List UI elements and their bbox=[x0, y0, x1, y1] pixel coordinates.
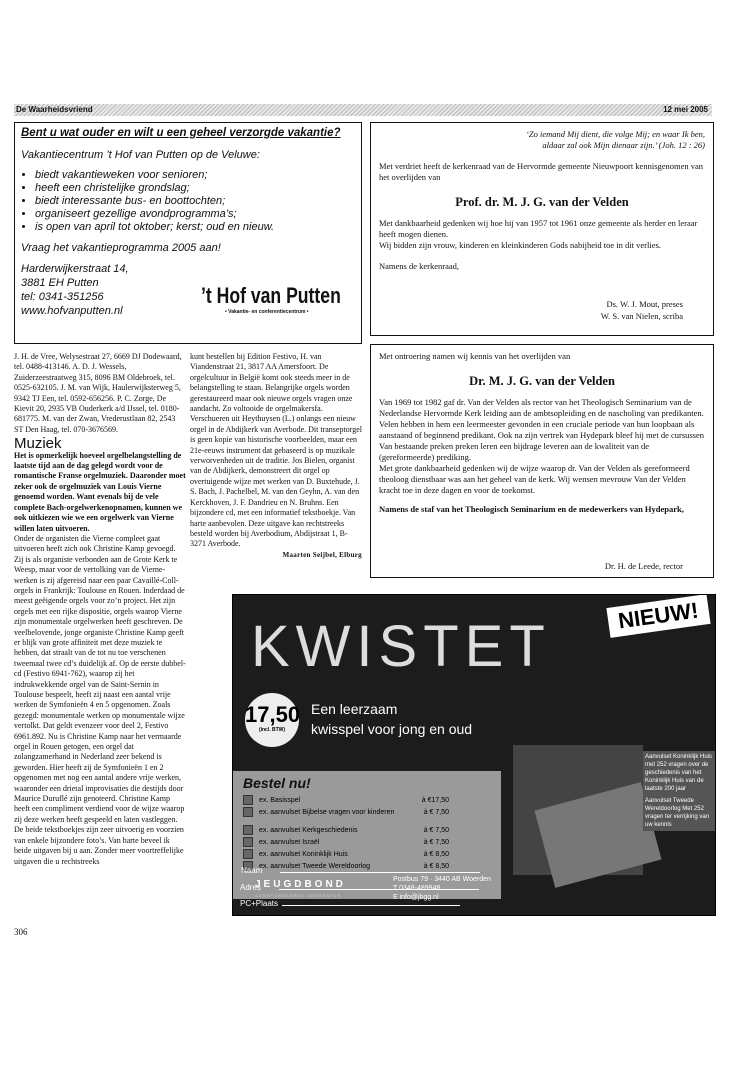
order-item-label: ex. Basisspel bbox=[259, 796, 301, 804]
jeugdbond-logo: JEUGDBOND bbox=[255, 879, 346, 890]
expansion-note-text: Aanvulset Tweede Wereldoorlog Met 252 vragen ter verrijking van uw kennis bbox=[645, 798, 710, 828]
order-item[interactable] bbox=[243, 795, 449, 805]
field-label: PC+Plaats bbox=[240, 899, 279, 908]
order-item-label: ex. aanvulset Tweede Wereldoorlog bbox=[259, 862, 371, 870]
name-line[interactable] bbox=[280, 863, 480, 873]
tagline-line: Een leerzaam bbox=[311, 701, 398, 717]
signatory: Ds. W. J. Mout, preses bbox=[606, 299, 683, 309]
left-column bbox=[14, 352, 186, 867]
order-item[interactable] bbox=[243, 837, 449, 847]
bible-quote bbox=[379, 129, 705, 151]
price-badge bbox=[245, 693, 299, 747]
new-badge: NIEUW! bbox=[607, 594, 711, 638]
kwistet-logo: KWISTET bbox=[251, 614, 551, 679]
logo-text: ’t Hof van Putten bbox=[201, 283, 341, 308]
vakantie-advertisement bbox=[14, 122, 362, 344]
address-phone: tel: 0341-351256 bbox=[21, 291, 104, 303]
price-value: 17,50 bbox=[245, 702, 301, 727]
quote-line: aldaar zal ook Mijn dienaar zijn.’ (Joh. 12 : 26) bbox=[542, 140, 705, 150]
ad-bullet: • heeft een christelijke grondslag; bbox=[35, 182, 355, 195]
order-checkbox[interactable] bbox=[243, 837, 253, 847]
order-item[interactable] bbox=[243, 825, 449, 835]
order-checkbox[interactable] bbox=[243, 849, 253, 859]
name-field[interactable] bbox=[241, 863, 480, 875]
notice-intro: Met verdriet heeft de kerkenraad van de Hervormde gemeente Nieuwpoort kennisgenomen van het overlijden van bbox=[379, 161, 704, 182]
contact-address: Postbus 79 · 3440 AB Woerden bbox=[393, 876, 491, 883]
article-body-continued: kunt bestellen bij Edition Festivo, H. van Viandenstraat 21, 3817 AA Amersfoort. De orgelcultuur in België komt ook steeds meer in de belangstelling te staan. Belangrijke orgels worden gerestaureerd maar ook nieuwe orgels vragen onze aandacht. Zo voltooide de orgelmakersfa. Verschueren uit Heythuysen (L.) onlangs een nieuw orgel in de Abdijkerk van Averbode. Dit transeptorgel is geen kopie van historische voorbeelden, maar een 21e-eeuws instrument dat gebaseerd is op muzikale verworvenheden uit de traditie. Jos Bielen, organist van de Abdijkerk, demonstreert dit orgel op overtuigende wijze met werken van D. Buxtehude, J. S. Bach, J. Pachelbel, M. van den Geyhn, A. van den Kerckhoven, J. F. Dandrieu en N. Bruhns. Een bijzondere cd, met een informatief tekstboekje. Van harte aanbevolen. Deze uitgave kan rechtstreeks besteld worden bij Averbodium, Abdijstraat 1, B-3271 Averbode. bbox=[190, 352, 362, 549]
notice-signoff: Namens de staf van het Theologisch Seminarium en de medewerkers van Hydepark, bbox=[379, 504, 684, 514]
field-label: Adres bbox=[240, 883, 261, 892]
order-item-price: à € 8,50 bbox=[423, 850, 449, 858]
page-header bbox=[14, 104, 712, 116]
ad-bullet: • biedt vakantieweken voor senioren; bbox=[35, 169, 355, 182]
death-notice-seminarium bbox=[370, 344, 714, 578]
address-line: Harderwijkerstraat 14, bbox=[21, 263, 129, 275]
death-notice-kerkenraad bbox=[370, 122, 714, 336]
ad-request: Vraag het vakantieprogramma 2005 aan! bbox=[21, 242, 221, 254]
quote-line: ‘Zo iemand Mij dient, die volge Mij; en waar Ik ben, bbox=[526, 129, 705, 139]
notice-paragraph: Met dankbaarheid gedenken wij hoe hij van 1957 tot 1961 onze gemeente als herder en leraar heeft mogen dienen. bbox=[379, 218, 698, 239]
address-website[interactable]: www.hofvanputten.nl bbox=[21, 305, 123, 317]
field-label: Naam bbox=[241, 866, 263, 875]
order-item-price: à € 7,50 bbox=[423, 826, 449, 834]
notice-paragraph: Velen hebben in hem een leermeester gevonden in een cruciale periode van hun loopbaan als aanstaand of beginnend predikant. Ook na zijn vertrek van Hydepark bleef hij met de cursussen Van bestaande preken preken leren een bijdrage leveren aan de kwaliteit van de (gereformeerde) prediking. bbox=[379, 419, 705, 462]
section-title: Muziek bbox=[14, 435, 62, 453]
postcode-line[interactable] bbox=[282, 896, 460, 906]
address-field-row[interactable] bbox=[240, 880, 479, 892]
notice-intro: Met ontroering namen wij kennis van het overlijden van bbox=[379, 351, 571, 361]
order-item-price: à € 7,50 bbox=[423, 808, 449, 816]
publication-name: De Waarheidsvriend bbox=[16, 105, 93, 114]
address-list: J. H. de Vree, Welysestraat 27, 6669 DJ Dodewaard, tel. 0488-413146. A. D. J. Wessels, Zuiderzeestraatweg 315, 8096 BM Oldebroek, tel. 0525-632105. J. M. van Wijk, Haulerwijksterweg 5, 9342 TJ Een, tel. 0592-656256. P. C. Zorge, De Kievit 20, 2935 VB Ouderkerk a/d IJssel, tel. 0180-681775. M. van der Zwan, Vrederustlaan 82, 2543 ST Den Haag, tel. 070-3676569. bbox=[14, 352, 182, 434]
page-number: 306 bbox=[14, 927, 28, 937]
tagline-line: kwisspel voor jong en oud bbox=[311, 721, 473, 737]
order-checkbox[interactable] bbox=[243, 825, 253, 835]
order-item-price: à €17,50 bbox=[421, 796, 449, 804]
order-item[interactable] bbox=[243, 807, 449, 817]
signatory: Dr. H. de Leede, rector bbox=[604, 561, 683, 571]
order-item-label: ex. aanvulset Kerkgeschiedenis bbox=[259, 826, 358, 834]
address-line[interactable] bbox=[279, 880, 479, 890]
article-body: Onder de organisten die Vierne compleet gaat uitvoeren heeft zich ook Christine Kamp gevoegd. Zij is als organiste verbonden aan de Grote Kerk te Weesp, maar voor de vertolking van de Vierne-werken is zij afgereisd naar een paar Cavaillé-Coll-orgels in Frankrijk: Toulouse en Rouen. Inderdaad de meest geëigende orgels voor zo’n project. Het zijn orgels met een rijke dispositie, orgels waarop Vierne zijn monumentale orgelwerken heeft geschreven. De veelbelovende, jonge organiste Christine Kamp geeft er blijk van grote affiniteit met deze muziek te hebben, dat straalt van de tot nu toe verschenen tweemaal twee cd’s duidelijk af. Op de eerste dubbel-cd (Festivo 6941-762), waarop zij het indrukwekkende orgel van de Saint-Sernin in Toulouse bespeelt, heeft zij naast een aantal vrije werken de Symfonieën 4 en 5 opgenomen. Zoals gezegd: monumentale werken op monumentale wijze vertolkt. Dat geldt evenzeer voor deel 2, Festivo 6961.892. Nu is Christine Kamp naar het vermaarde orgel in Rouen getogen, een orgel dat zolangzamerhand in Nederland zeer bekend is geworden. Hier heeft zij de Symfonieën 1 en 2 opgenomen met nog een aantal andere vrije werken, waaronder een drietal improvisaties die destijds door Maurice Duruflé zijn genoteerd. Christine Kamp heeft een compliment verdiend voor de wijze waarop zij deze werken heeft gespeeld en laten vastleggen. De beide tekstboekjes zijn zeer uitvoerig en voorzien van enkele bijzondere foto’s. Van harte beveel ik beide uitgaven bij u aan. Zonder meer voortreffelijke uitgaven die u rechtstreeks bbox=[14, 533, 186, 866]
article-lead: Het is opmerkelijk hoeveel orgelbelangstelling de laatste tijd aan de dag gelegd wordt voor de romantische Franse orgelmuziek. Daaronder moet zeker ook de orgelmuziek van Louis Vierne genoemd worden. Want evenals bij de vele complete Bach-orgelwerkenopnamen, kunnen we ook uitkiezen wie we een orgelwerk van Vierne willen laten uitvoeren. bbox=[14, 450, 186, 533]
postcode-field-row[interactable] bbox=[240, 896, 460, 908]
notice-signoff: Namens de kerkenraad, bbox=[379, 261, 460, 271]
order-item-label: ex. aanvulset Israël bbox=[259, 838, 320, 846]
order-item-label: ex. aanvulset Koninklijk Huis bbox=[259, 850, 348, 858]
ad-bullet: • is open van april tot oktober; kerst; oud en nieuw. bbox=[35, 221, 355, 234]
order-item-price: à € 7,50 bbox=[423, 838, 449, 846]
price-note: (incl. BTW) bbox=[258, 727, 286, 733]
order-checkbox[interactable] bbox=[243, 807, 253, 817]
issue-date: 12 mei 2005 bbox=[663, 105, 708, 114]
deceased-name: Dr. M. J. G. van der Velden bbox=[469, 374, 615, 388]
article-author: Maarten Seijbel, Elburg bbox=[282, 550, 362, 559]
logo-tagline: • Vakantie- en conferentiecentrum • bbox=[225, 309, 309, 315]
address-line: 3881 EH Putten bbox=[21, 277, 99, 289]
kwistet-advertisement bbox=[232, 594, 716, 916]
notice-paragraph: Met grote dankbaarheid gedenken wij de wijze waarop dr. Van der Velden als gereformeerd theoloog dienstbaar was aan het geheel van de kerk. Wij wensen mevrouw Van der Velden kracht toe in deze dagen en voor de toekomst. bbox=[379, 463, 690, 495]
jeugdbond-sub: GEREFORMEERDE GEMEENTEN bbox=[255, 893, 342, 898]
notice-paragraph: Wij bidden zijn vrouw, kinderen en kleinkinderen Gods nabijheid toe in dit verlies. bbox=[379, 240, 661, 250]
signatory: W. S. van Nielen, scriba bbox=[600, 311, 683, 321]
contact-email[interactable]: E info@jbgg.nl bbox=[393, 894, 439, 901]
hof-van-putten-logo bbox=[201, 283, 351, 315]
notice-paragraph: Van 1969 tot 1982 gaf dr. Van der Velden als rector van het Theologisch Seminarium van de Nederlandse Hervormde Kerk leiding aan de ambtsopleiding en de nascholing van predikanten. bbox=[379, 397, 704, 418]
order-item[interactable] bbox=[243, 849, 449, 859]
ad-subheading: Vakantiecentrum ’t Hof van Putten op de Veluwe: bbox=[21, 149, 260, 161]
ad-headline: Bent u wat ouder en wilt u een geheel verzorgde vakantie? bbox=[21, 127, 341, 139]
ad-bullet: • biedt interessante bus- en boottochten; bbox=[35, 195, 355, 208]
deceased-name: Prof. dr. M. J. G. van der Velden bbox=[455, 195, 629, 209]
ad-tagline bbox=[311, 699, 472, 739]
order-checkbox[interactable] bbox=[243, 795, 253, 805]
order-title: Bestel nu! bbox=[243, 775, 311, 791]
contact-phone: T 0348-489948 bbox=[393, 885, 441, 892]
order-item-label: ex. aanvulset Bijbelse vragen voor kinderen bbox=[259, 808, 395, 816]
middle-column bbox=[190, 352, 362, 560]
ad-bullet: • organiseert gezellige avondprogramma’s; bbox=[35, 208, 355, 221]
ad-bullets bbox=[21, 169, 355, 234]
expansion-note-text: Aanvulset Koninklijk Huis met 252 vragen over de geschiedenis van het Koninklijk Huis van de laatste 200 jaar bbox=[645, 754, 713, 792]
order-item-price: à € 8,50 bbox=[423, 862, 449, 870]
expansion-note bbox=[643, 751, 715, 831]
